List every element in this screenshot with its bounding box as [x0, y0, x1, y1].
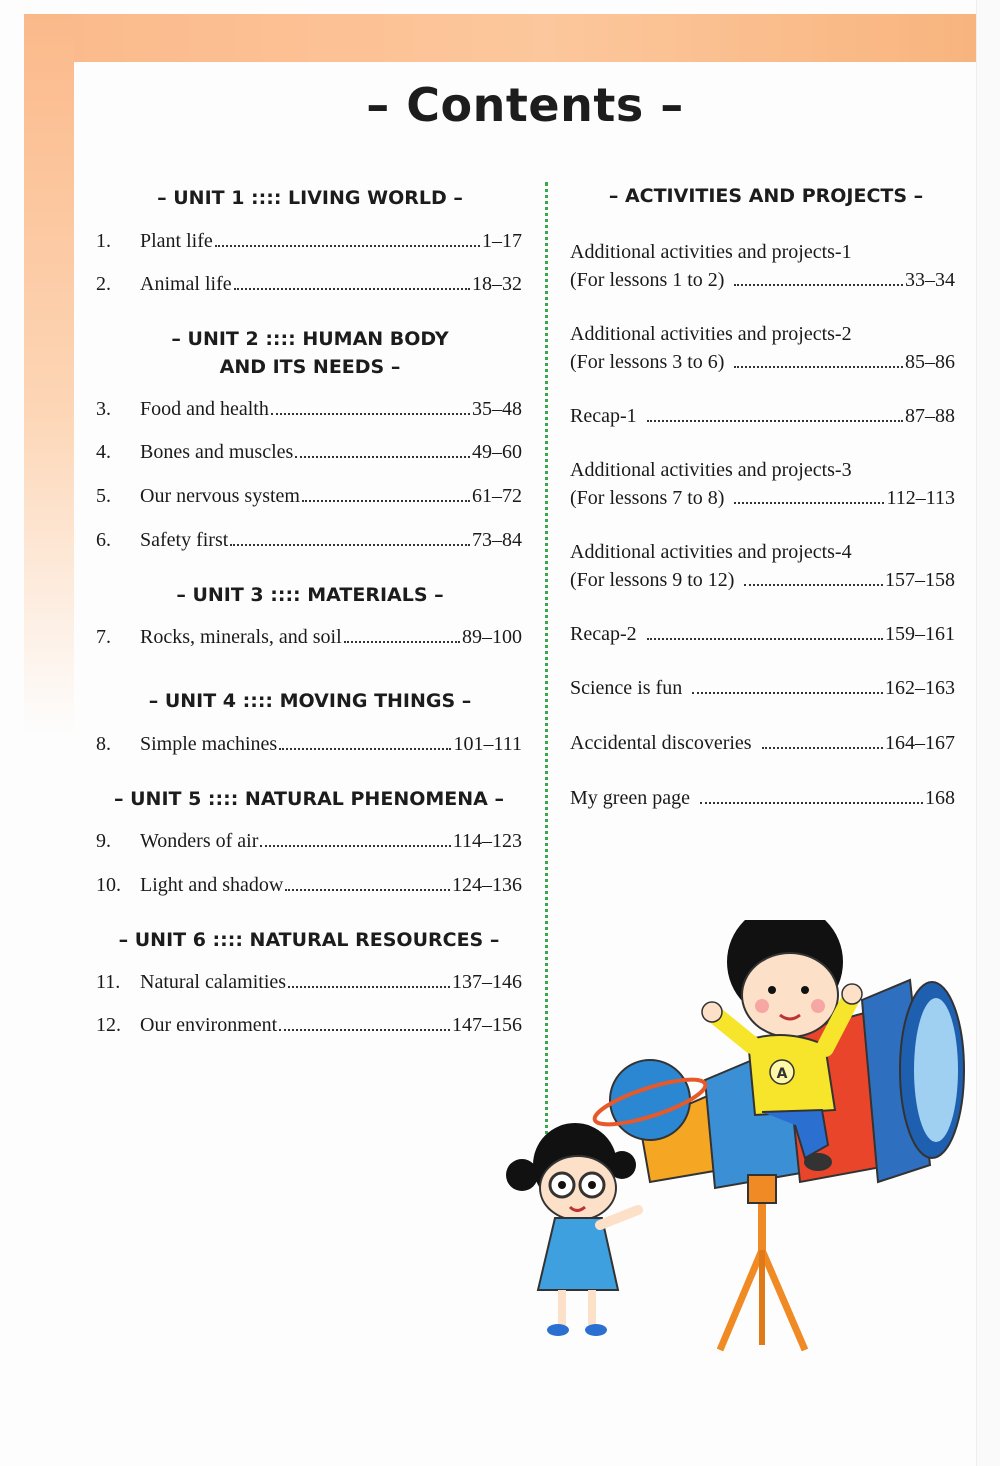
unit-2-heading-line-1: – UNIT 2 :::: HUMAN BODY	[171, 328, 449, 350]
lesson-number: 11.	[96, 971, 121, 993]
lesson-pages: 137–146	[452, 971, 522, 993]
toc-row[interactable]	[96, 733, 522, 759]
dot-leader	[734, 502, 884, 504]
lesson-title: Light and shadow	[140, 874, 284, 896]
lesson-pages: 124–136	[452, 874, 522, 896]
lesson-number: 12.	[96, 1014, 121, 1036]
lesson-number: 4.	[96, 441, 111, 463]
activity-pages: 112–113	[886, 487, 955, 509]
lesson-pages: 114–123	[452, 830, 522, 852]
dot-leader	[295, 456, 470, 458]
activity-title: Recap-1	[570, 405, 637, 427]
lesson-title: Rocks, minerals, and soil	[140, 626, 342, 648]
lesson-number: 3.	[96, 398, 111, 420]
activity-subtitle: (For lessons 1 to 2)	[570, 269, 725, 291]
dot-leader	[647, 638, 883, 640]
activity-pages: 159–161	[885, 623, 955, 645]
toc-row[interactable]	[96, 485, 522, 511]
activity-pages: 168	[925, 787, 955, 809]
dot-leader	[279, 1029, 450, 1031]
toc-row[interactable]	[96, 398, 522, 424]
activity-entry[interactable]	[570, 238, 955, 294]
dot-leader	[647, 420, 903, 422]
girl-character	[506, 1123, 638, 1336]
lesson-pages: 18–32	[472, 273, 522, 295]
lesson-number: 9.	[96, 830, 111, 852]
activity-title: Recap-2	[570, 623, 637, 645]
lesson-title: Food and health	[140, 398, 269, 420]
toc-row[interactable]	[96, 830, 522, 856]
toc-row[interactable]	[96, 230, 522, 256]
unit-4-heading: – UNIT 4 :::: MOVING THINGS –	[148, 690, 472, 712]
lesson-pages: 35–48	[472, 398, 522, 420]
toc-row[interactable]	[96, 441, 522, 467]
dot-leader	[279, 748, 451, 750]
lesson-number: 10.	[96, 874, 121, 896]
lesson-title: Wonders of air	[140, 830, 259, 852]
dot-leader	[692, 692, 883, 694]
dot-leader	[230, 544, 470, 546]
dot-leader	[744, 584, 883, 586]
activity-pages: 87–88	[905, 405, 955, 427]
dot-leader	[234, 288, 470, 290]
activity-subtitle: (For lessons 7 to 8)	[570, 487, 725, 509]
lesson-title: Natural calamities	[140, 971, 287, 993]
lesson-pages: 73–84	[472, 529, 522, 551]
activity-title: Additional activities and projects-4	[570, 541, 852, 563]
lesson-title: Our nervous system	[140, 485, 300, 507]
activity-title: Accidental discoveries	[570, 732, 752, 754]
toc-row[interactable]	[96, 874, 522, 900]
unit-3-heading: – UNIT 3 :::: MATERIALS –	[176, 584, 444, 606]
unit-1-heading: – UNIT 1 :::: LIVING WORLD –	[157, 187, 463, 209]
activity-entry[interactable]	[570, 320, 955, 376]
lesson-title: Simple machines	[140, 733, 278, 755]
dot-leader	[734, 366, 903, 368]
lesson-number: 5.	[96, 485, 111, 507]
activity-pages: 157–158	[885, 569, 955, 591]
lesson-pages: 89–100	[462, 626, 522, 648]
lesson-number: 1.	[96, 230, 111, 252]
dot-leader	[285, 889, 450, 891]
shirt-badge-letter: A	[776, 1066, 788, 1082]
dot-leader	[271, 413, 470, 415]
toc-row[interactable]	[96, 971, 522, 997]
unit-2-heading-line-2: AND ITS NEEDS –	[219, 356, 401, 378]
page-title: – Contents –	[366, 78, 684, 132]
page-edge	[976, 0, 1000, 1466]
lesson-title: Bones and muscles	[140, 441, 294, 463]
dot-leader	[215, 245, 480, 247]
toc-row[interactable]	[96, 529, 522, 555]
activity-subtitle: (For lessons 9 to 12)	[570, 569, 735, 591]
activity-title: Science is fun	[570, 677, 683, 699]
unit-6-heading: – UNIT 6 :::: NATURAL RESOURCES –	[118, 929, 500, 951]
lesson-number: 2.	[96, 273, 111, 295]
lesson-title: Plant life	[140, 230, 213, 252]
activity-entry[interactable]	[570, 402, 955, 430]
activity-pages: 164–167	[885, 732, 955, 754]
activity-pages: 162–163	[885, 677, 955, 699]
lesson-pages: 101–111	[453, 733, 522, 755]
activity-entry[interactable]	[570, 456, 955, 512]
tripod-icon	[720, 1190, 805, 1350]
lesson-pages: 49–60	[472, 441, 522, 463]
lesson-number: 7.	[96, 626, 111, 648]
lesson-title: Animal life	[140, 273, 232, 295]
lesson-title: Our environment	[140, 1014, 278, 1036]
lesson-pages: 1–17	[482, 230, 522, 252]
lesson-number: 8.	[96, 733, 111, 755]
unit-5-heading: – UNIT 5 :::: NATURAL PHENOMENA –	[114, 788, 504, 810]
dot-leader	[734, 284, 903, 286]
lesson-number: 6.	[96, 529, 111, 551]
activity-entry[interactable]	[570, 538, 955, 594]
toc-row[interactable]	[96, 626, 522, 652]
activity-entry[interactable]	[570, 620, 955, 648]
toc-row[interactable]	[96, 1014, 522, 1040]
toc-row[interactable]	[96, 273, 522, 299]
lesson-pages: 61–72	[472, 485, 522, 507]
dot-leader	[700, 802, 923, 804]
activity-title: Additional activities and projects-1	[570, 241, 852, 263]
lesson-title: Safety first	[140, 529, 229, 551]
dot-leader	[762, 747, 883, 749]
lesson-pages: 147–156	[452, 1014, 522, 1036]
dot-leader	[302, 500, 470, 502]
activity-title: My green page	[570, 787, 690, 809]
activity-pages: 33–34	[905, 269, 955, 291]
activity-entry[interactable]	[570, 729, 955, 757]
activity-pages: 85–86	[905, 351, 955, 373]
dot-leader	[288, 986, 450, 988]
dot-leader	[260, 845, 450, 847]
activity-title: Additional activities and projects-3	[570, 459, 852, 481]
activity-title: Additional activities and projects-2	[570, 323, 852, 345]
unit-2-heading	[100, 325, 520, 381]
activity-subtitle: (For lessons 3 to 6)	[570, 351, 725, 373]
kids-telescope-illustration	[500, 920, 970, 1360]
activity-entry[interactable]	[570, 784, 955, 812]
activity-entry[interactable]	[570, 674, 955, 702]
dot-leader	[344, 641, 460, 643]
activities-heading: – ACTIVITIES AND PROJECTS –	[608, 185, 924, 207]
